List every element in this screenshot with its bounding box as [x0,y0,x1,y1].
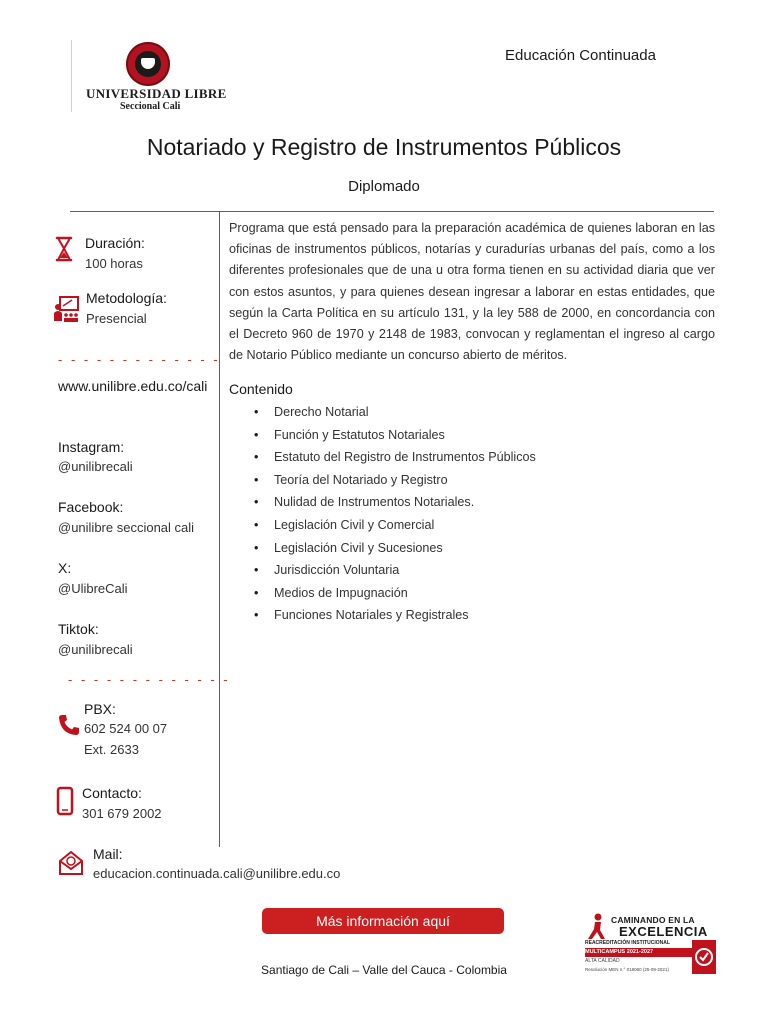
checkmark-icon [692,940,716,974]
contact-number[interactable]: 301 679 2002 [82,806,162,821]
mobile-phone-icon [56,786,74,816]
badge-line-3: REACREDITACIÓN INSTITUCIONAL [585,940,693,947]
pbx-number[interactable]: 602 524 00 07 [84,721,168,736]
walking-person-icon [585,913,607,941]
list-item: • Medios de Impugnación [254,582,536,605]
badge-line-4: MULTICAMPUS 2021-2027 [585,948,693,957]
x-label: X: [58,560,72,576]
phone-icon [57,713,81,737]
badge-line-1: CAMINANDO EN LA [611,915,695,925]
list-item: • Estatuto del Registro de Instrumentos Públicos [254,446,536,469]
mail-label: Mail: [93,846,123,862]
badge-line-2: EXCELENCIA [619,924,708,939]
hourglass-icon [55,236,73,262]
logo-divider [71,40,72,112]
accreditation-badge [585,913,715,976]
dashed-divider: - - - - - - - - - - - - - [68,672,231,687]
list-item: • Teoría del Notariado y Registro [254,469,536,492]
website-link[interactable]: www.unilibre.edu.co/cali [58,378,208,394]
contact-label: Contacto: [82,785,142,801]
methodology-label: Metodología: [86,290,167,306]
content-list [254,401,536,627]
logo-subtitle: Seccional Cali [120,101,181,112]
list-item: • Función y Estatutos Notariales [254,424,536,447]
tiktok-label: Tiktok: [58,621,99,637]
page-subtitle: Diplomado [348,178,420,195]
sidebar-divider [219,211,220,847]
instagram-handle[interactable]: @unilibrecali [58,459,133,474]
more-info-button[interactable]: Más información aquí [262,908,504,934]
program-description: Programa que está pensado para la preparación académica de quienes laboran en las oficinas de instrumentos públicos, notarías y curadurías urbanas del país, como a los diferentes profesionales que de una u otra forma tienen en su actividad diaria que ver con estos asuntos, y para quienes desean ingresar a laborar en estas entidades, que según la Carta Política en su artículo 131, y la ley 588 de 2000, en concordancia con el Decreto 960 de 1970 y 2148 de 1983, convocan y reglamentan el ingreso al cargo de Notario Público mediante un concurso abierto de méritos. [229,221,715,363]
list-item: • Nulidad de Instrumentos Notariales. [254,491,536,514]
logo-name: UNIVERSIDAD LIBRE [86,86,227,101]
dashed-divider: - - - - - - - - - - - - - [58,352,221,367]
list-item: • Funciones Notariales y Registrales [254,604,536,627]
badge-line-5: ALTA CALIDAD [585,958,620,964]
page-title: Notariado y Registro de Instrumentos Públicos [146,134,622,160]
duration-label: Duración: [85,235,145,251]
facebook-label: Facebook: [58,499,124,515]
list-item: • Legislación Civil y Comercial [254,514,536,537]
presentation-icon [52,294,80,324]
mail-address[interactable]: educacion.continuada.cali@unilibre.edu.co [93,866,341,881]
list-item: • Legislación Civil y Sucesiones [254,537,536,560]
tiktok-handle[interactable]: @unilibrecali [58,642,133,657]
methodology-value: Presencial [86,311,147,326]
duration-value: 100 horas [85,256,143,271]
footer-location: Santiago de Cali – Valle del Cauca - Colombia [261,963,507,977]
university-seal-icon [126,42,170,86]
badge-line-6: Resolución MEN n.° 018060 (25-09-2021) [585,967,669,972]
department-name: Educación Continuada [505,47,656,64]
list-item: • Jurisdicción Voluntaria [254,559,536,582]
pbx-label: PBX: [84,701,116,717]
envelope-icon [57,849,85,877]
header-divider [70,211,714,212]
content-title: Contenido [229,381,293,397]
instagram-label: Instagram: [58,439,125,455]
facebook-handle[interactable]: @unilibre seccional cali [58,520,195,535]
x-handle[interactable]: @UlibreCali [58,581,128,596]
pbx-extension: Ext. 2633 [84,742,139,757]
list-item: • Derecho Notarial [254,401,536,424]
